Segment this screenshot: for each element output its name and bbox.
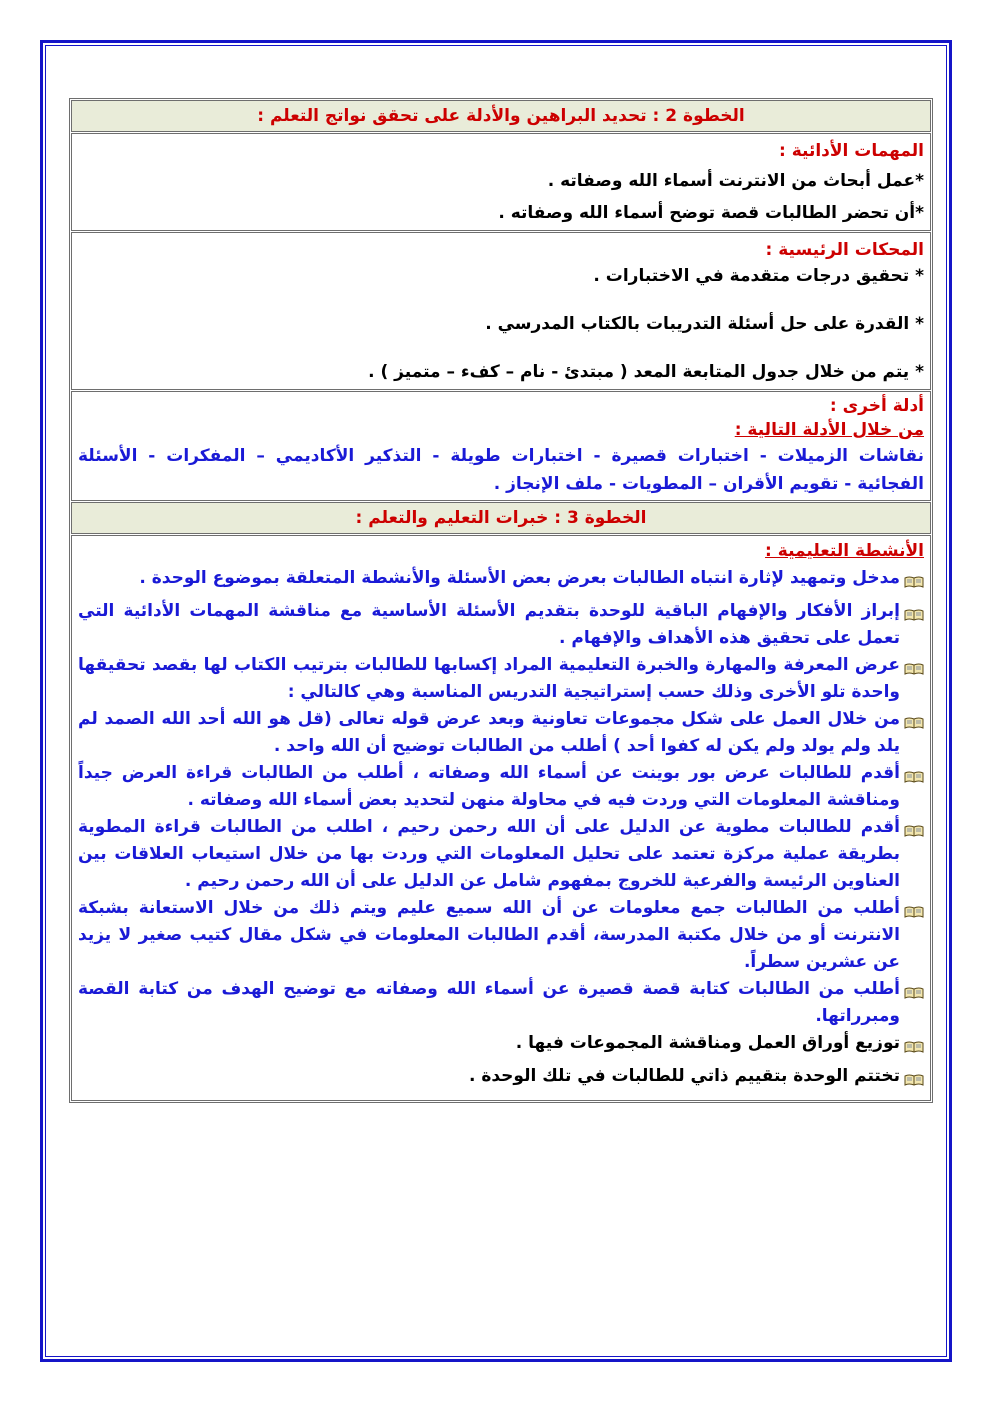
other-evidence-heading: أدلة أخرى : xyxy=(829,396,924,416)
book-icon xyxy=(902,982,924,1009)
activity-item xyxy=(78,706,924,760)
activity-item xyxy=(78,652,924,706)
activity-text: عرض المعرفة والمهارة والخبرة التعليمية المراد إكسابها للطالبات بترتيب الكتاب لها بقصد تحقيقها واحدة تلو الأخرى وذلك حسب إستراتيجية التدريس المناسبة وهي كالتالي : xyxy=(78,655,900,702)
performance-task-item: *أن تحضر الطالبات قصة توضح أسماء الله وصفاته . xyxy=(498,203,924,223)
main-criteria-section xyxy=(71,232,931,390)
activity-item xyxy=(78,565,924,598)
activity-text: أقدم للطالبات مطوية عن الدليل على أن الله رحمن رحيم ، اطلب من الطالبات قراءة المطوية بطريقة عملية مركزة تعتمد على تحليل المعلومات التي وردت بها من خلال استيعاب العلاقات بين العناوين الرئيسة والفرعية للخروج بمفهوم شامل عن الدليل على أن الله رحمن رحيم . xyxy=(78,817,900,891)
main-criteria-heading: المحكات الرئيسية : xyxy=(765,240,924,260)
unit-plan-table xyxy=(69,98,933,1103)
activity-item xyxy=(78,976,924,1030)
activity-item xyxy=(78,1063,924,1096)
other-evidence-section xyxy=(71,391,931,501)
performance-task-item: *عمل أبحاث من الانترنت أسماء الله وصفاته . xyxy=(547,171,924,191)
activity-item xyxy=(78,598,924,652)
other-evidence-text: نقاشات الزميلات - اختبارات قصيرة - اختبارات طويلة - التذكير الأكاديمي – المفكرات - الأسئلة الفجائية - تقويم الأقران – المطويات - ملف الإنجاز . xyxy=(78,446,924,494)
book-icon xyxy=(902,658,924,685)
book-icon xyxy=(902,604,924,631)
step2-title: الخطوة 2 : تحديد البراهين والأدلة على تحقق نواتج التعلم : xyxy=(257,106,745,126)
activity-text: تختتم الوحدة بتقييم ذاتي للطالبات في تلك الوحدة . xyxy=(468,1066,900,1086)
step3-header xyxy=(71,502,931,534)
activity-text: توزيع أوراق العمل ومناقشة المجموعات فيها . xyxy=(515,1033,900,1053)
activity-text: إبراز الأفكار والإفهام الباقية للوحدة بتقديم الأسئلة الأساسية مع مناقشة المهمات الأدائية التي تعمل على تحقيق هذه الأهداف والإفهام . xyxy=(78,601,900,648)
step3-title: الخطوة 3 : خبرات التعليم والتعلم : xyxy=(355,508,647,528)
step2-header xyxy=(71,100,931,132)
book-icon xyxy=(902,571,924,598)
activities-heading: الأنشطة التعليمية : xyxy=(765,541,924,561)
activity-item xyxy=(78,1030,924,1063)
activity-item xyxy=(78,760,924,814)
book-icon xyxy=(902,1036,924,1063)
performance-tasks-section xyxy=(71,133,931,231)
activity-text: أطلب من الطالبات كتابة قصة قصيرة عن أسماء الله وصفاته مع توضيح الهدف من كتابة القصة ومبرراتها. xyxy=(78,979,900,1026)
criteria-item: * تحقيق درجات متقدمة في الاختبارات . xyxy=(593,266,924,286)
book-icon xyxy=(902,712,924,739)
book-icon xyxy=(902,1069,924,1096)
activity-text: أقدم للطالبات عرض بور بوينت عن أسماء الله وصفاته ، أطلب من الطالبات قراءة العرض جيداً ومناقشة المعلومات التي وردت فيه في محاولة منهن لتحديد بعض أسماء الله وصفاته . xyxy=(78,763,900,810)
activity-item xyxy=(78,895,924,976)
activity-text: من خلال العمل على شكل مجموعات تعاونية وبعد عرض قوله تعالى (قل هو الله أحد الله الصمد لم يلد ولم يولد ولم يكن له كفوا أحد ) أطلب من الطالبات توضيح أن الله واحد . xyxy=(78,709,900,756)
book-icon xyxy=(902,820,924,847)
other-evidence-subheading: من خلال الأدلة التالية : xyxy=(734,420,924,440)
activities-section xyxy=(71,535,931,1101)
activity-text: مدخل وتمهيد لإثارة انتباه الطالبات بعرض بعض الأسئلة والأنشطة المتعلقة بموضوع الوحدة . xyxy=(139,568,900,588)
criteria-item: * القدرة على حل أسئلة التدريبات بالكتاب المدرسي . xyxy=(485,314,924,334)
criteria-item: * يتم من خلال جدول المتابعة المعد ( مبتدئ - نام – كفء – متميز ) . xyxy=(368,362,924,382)
activity-item xyxy=(78,814,924,895)
performance-tasks-heading: المهمات الأدائية : xyxy=(779,141,924,161)
book-icon xyxy=(902,901,924,928)
book-icon xyxy=(902,766,924,793)
activity-text: أطلب من الطالبات جمع معلومات عن أن الله سميع عليم ويتم ذلك من خلال الاستعانة بشبكة الانترنت أو من خلال مكتبة المدرسة، أقدم الطالبات المعلومات في شكل مقال كتيب صغير لا يزيد عن عشرين سطراً. xyxy=(78,898,900,972)
